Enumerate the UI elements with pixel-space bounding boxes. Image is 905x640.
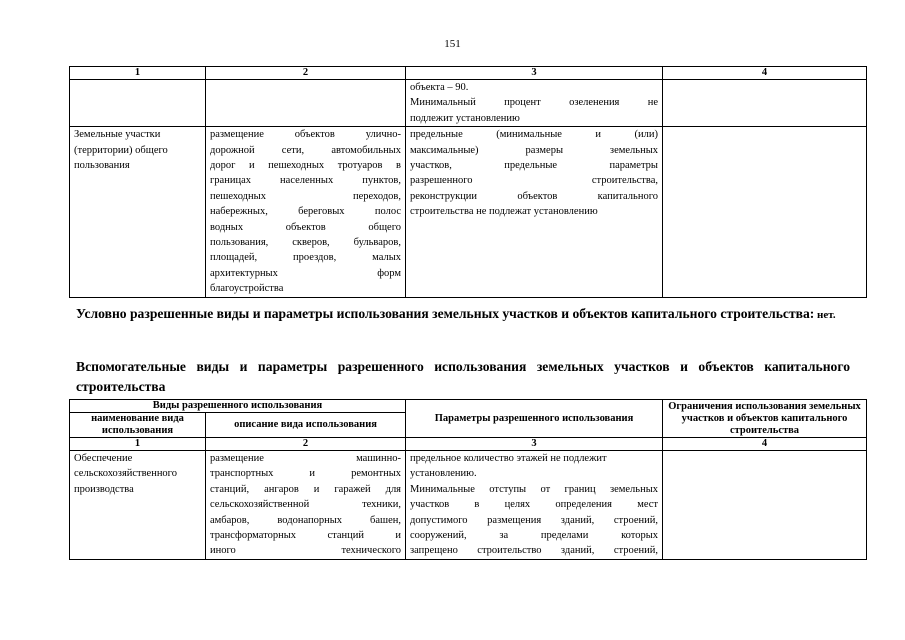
cell-use-name [70,127,206,297]
text-line: Минимальные отступы от границ земельных [410,483,659,495]
cell-parameters [406,127,663,297]
column-number: 4 [663,67,867,80]
header-use-types: Виды разрешенного использования [70,400,406,413]
text-line: сельскохозяйственной техники, [210,499,402,511]
cell-parameters [406,451,663,560]
text-line: станций, ангаров и гаражей для [210,483,402,495]
text-line: Минимальный процент озеленения не [410,97,658,109]
text-line: предельные (минимальные и (или) [410,129,658,141]
column-number: 4 [663,438,867,451]
section-heading-auxiliary-uses: Вспомогательные виды и параметры разрешенного использования земельных участков и объектов капитального строительства [76,359,850,394]
header-use-name: наименование вида использования [70,413,206,438]
column-number: 2 [206,438,406,451]
text-line: сельскохозяйственного [74,468,177,480]
text-line: амбаров, водонапорных башен, [210,514,402,526]
text-line: запрещено строительство зданий, строений, [410,545,659,557]
text-line: размещение объектов улично- [210,129,401,141]
text-line: границах населенных пунктов, [210,175,401,187]
column-number: 2 [206,67,406,80]
text-line: участков, предельные параметры [410,160,658,172]
text-line: (территории) общего [74,144,168,156]
column-number-row [70,67,867,80]
text-line: пользования [74,160,130,172]
text-line: строительства не подлежат установлению [410,206,598,218]
column-number-row [70,438,867,451]
text-line: иного технического [210,545,402,557]
cell-use-name [70,80,206,127]
cell-use-description [206,127,406,297]
text-line: реконструкции объектов капитального [410,190,658,202]
text-line: установлению. [410,468,477,480]
page-number: 151 [444,38,461,50]
table-row [70,127,867,297]
table-auxiliary-uses [69,399,867,560]
text-line: архитектурных форм [210,267,401,279]
table-row [70,451,867,560]
table-land-use-continued [69,66,867,298]
text-line: дорог и пешеходных тротуаров в [210,160,401,172]
text-line: допустимого размещения зданий, строений, [410,514,659,526]
text-line: набережных, береговых полос [210,206,401,218]
text-line: Земельные участки [74,129,161,141]
cell-limitations [663,127,867,297]
cell-limitations [663,80,867,127]
heading-suffix: нет. [814,309,836,321]
header-use-description: описание вида использования [206,413,406,438]
table-row [70,80,867,127]
text-line: пешеходных переходов, [210,190,401,202]
cell-use-name [70,451,206,560]
text-line: дорожной сети, автомобильных [210,144,401,156]
text-line: благоустройства [210,283,284,295]
text-line: Обеспечение [74,453,133,464]
text-line: размещение машинно- [210,453,402,464]
cell-parameters [406,80,663,127]
text-line: водных объектов общего [210,221,401,233]
section-heading-conditional-uses [76,304,850,325]
header-limitations: Ограничения использования земельных участков и объектов капитального строительства [663,400,867,438]
cell-limitations [663,451,867,560]
text-line: максимальные) размеры земельных [410,144,658,156]
table-header-row [70,400,867,413]
text-line: производства [74,483,134,495]
text-line: площадей, проездов, малых [210,252,401,264]
column-number: 1 [70,67,206,80]
text-line: объекта – 90. [410,82,469,93]
column-number: 1 [70,438,206,451]
text-line: предельное количество этажей не подлежит [410,453,607,464]
text-line: транспортных и ремонтных [210,468,402,480]
column-number: 3 [406,67,663,80]
text-line: разрешенного строительства, [410,175,658,187]
text-line: сооружений, за пределами которых [410,530,659,542]
text-line: пользования, скверов, бульваров, [210,237,401,249]
cell-use-description [206,451,406,560]
header-parameters: Параметры разрешенного использования [406,400,663,438]
text-line: трансформаторных станций и [210,530,402,542]
column-number: 3 [406,438,663,451]
heading-text: Условно разрешенные виды и параметры использования земельных участков и объектов капитального строительства: [76,306,815,321]
text-line: участков в целях определения мест [410,499,659,511]
text-line: подлежит установлению [410,112,520,124]
cell-use-description [206,80,406,127]
